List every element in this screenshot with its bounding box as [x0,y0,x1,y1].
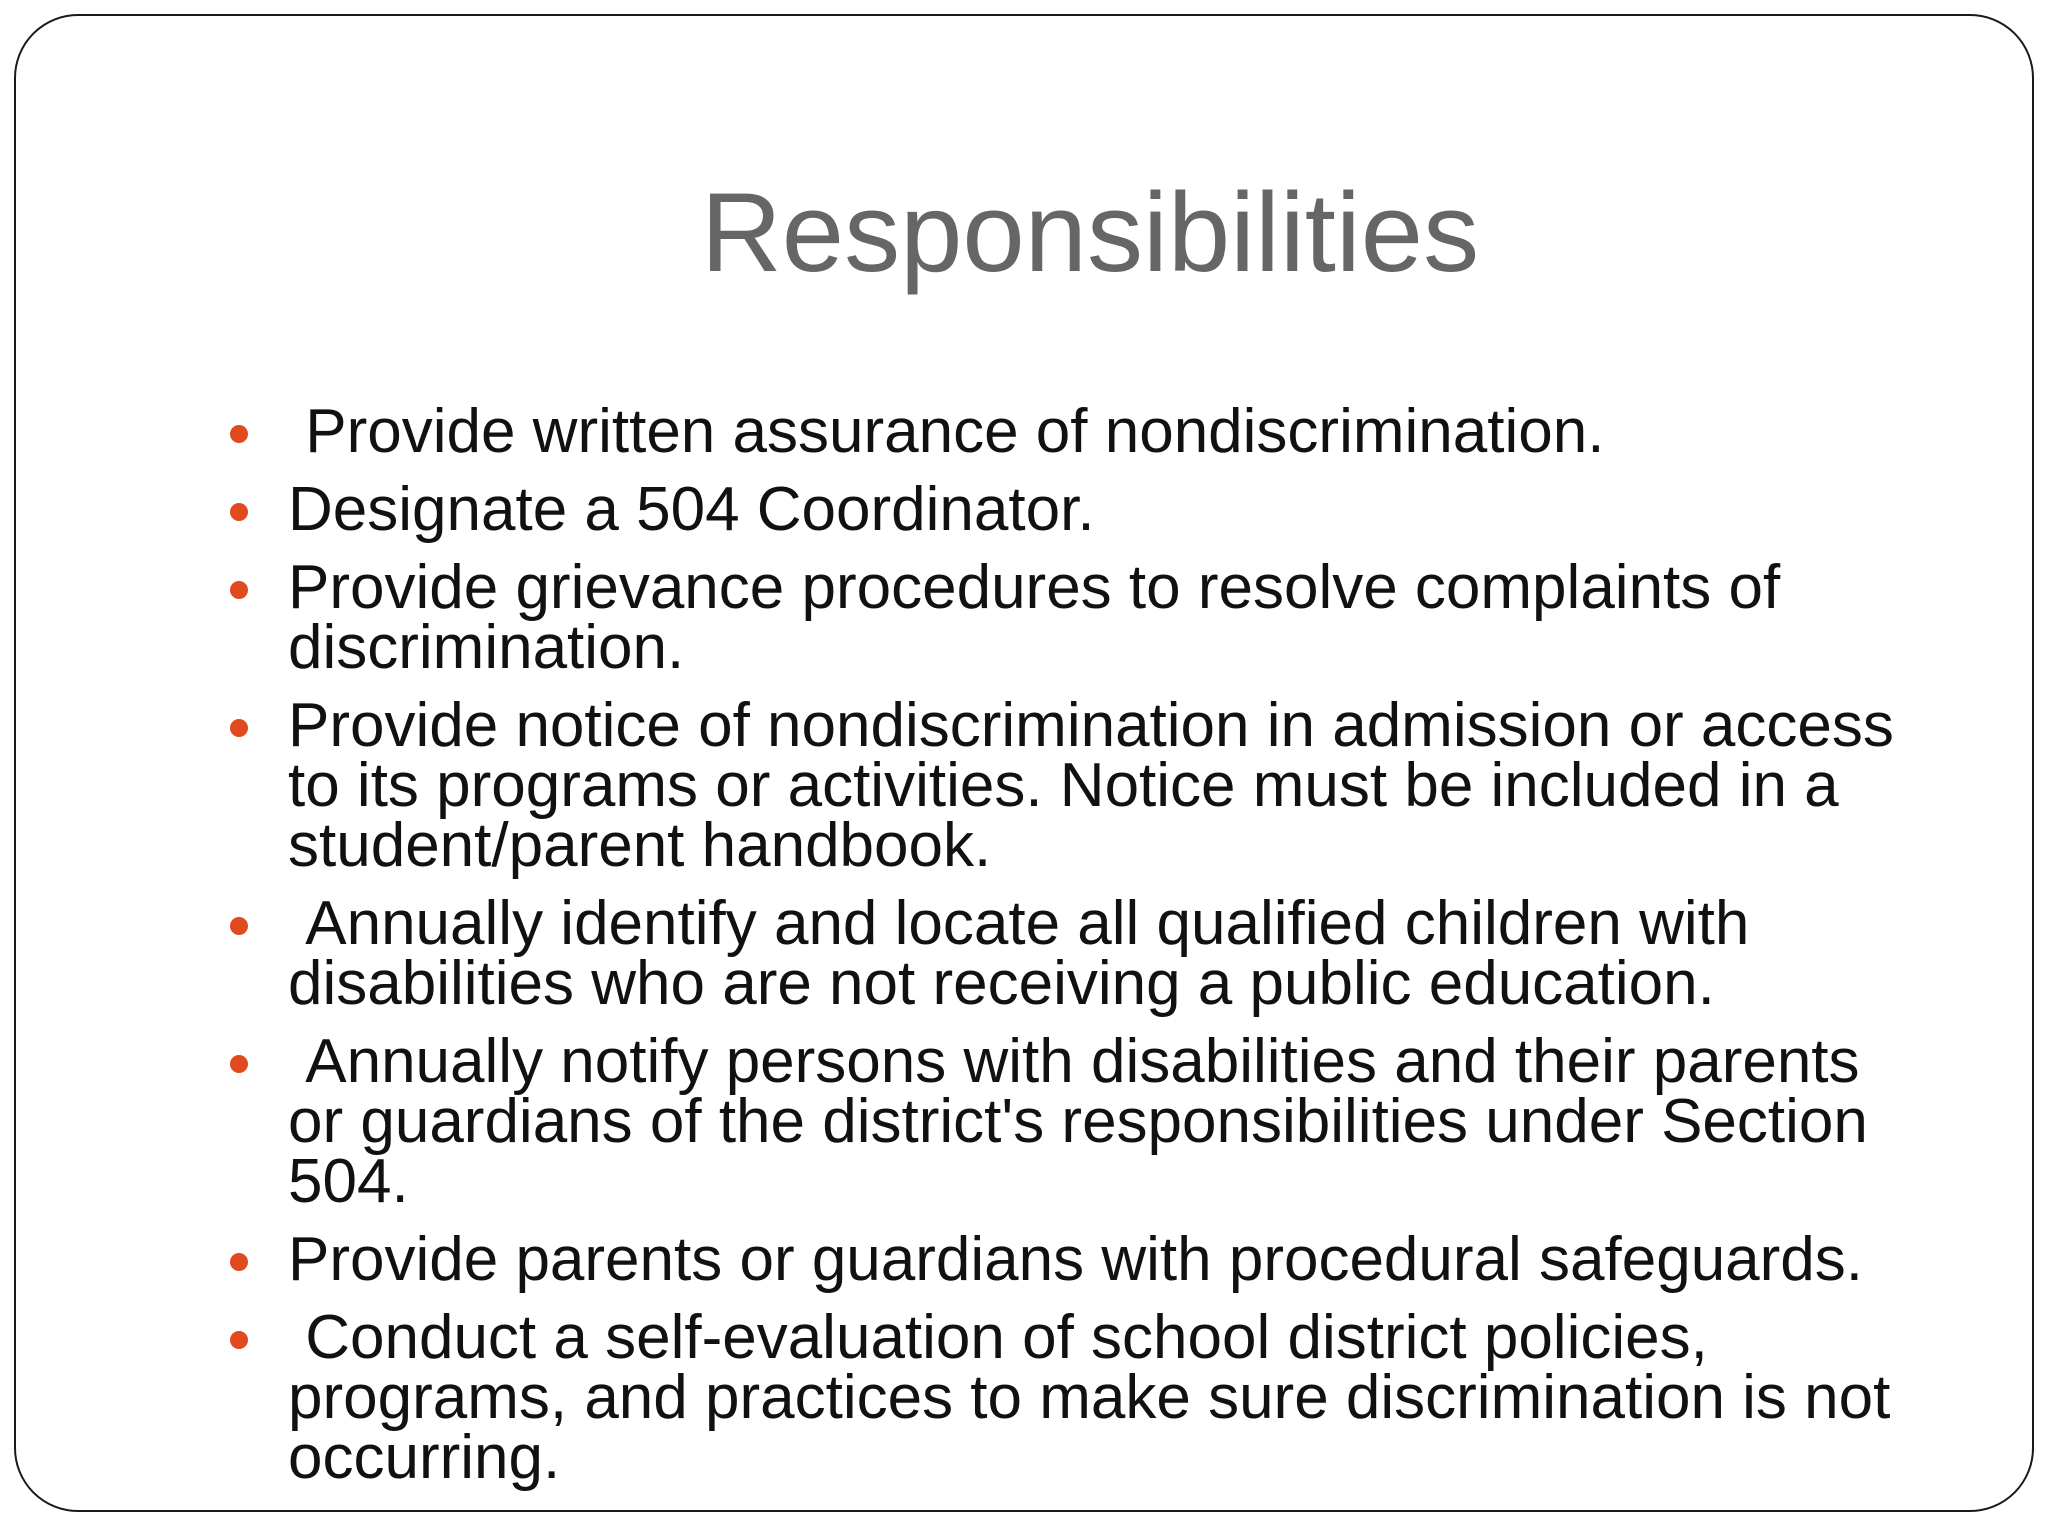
bullet-text: Provide grievance procedures to resolve complaints of discrimination. [288,553,1798,682]
bullet-dot-icon [230,1055,248,1073]
bullet-dot-icon [230,917,248,935]
bullet-dot-icon [230,425,248,443]
bullet-text: Provide notice of nondiscrimination in admission or access to its programs or activities. Notice must be included in a student/parent handbook. [288,691,1912,880]
bullet-list [226,397,1926,1506]
bullet-text: Provide parents or guardians with procedural safeguards. [288,1225,1864,1294]
bullet-item-notify-persons [226,1027,1926,1216]
bullet-dot-icon [230,719,248,737]
bullet-dot-icon [230,1331,248,1349]
bullet-item-grievance-procedures [226,553,1926,682]
bullet-item-designate-coordinator [226,475,1926,544]
bullet-text: Designate a 504 Coordinator. [288,475,1095,544]
bullet-item-written-assurance [226,397,1926,466]
bullet-item-notice-nondiscrimination [226,691,1926,880]
bullet-text: Conduct a self-evaluation of school district policies, programs, and practices to make sure discrimination is not occurring. [288,1303,1908,1492]
bullet-item-self-evaluation [226,1303,1926,1492]
bullet-dot-icon [230,1253,248,1271]
bullet-dot-icon [230,581,248,599]
bullet-dot-icon [230,503,248,521]
bullet-text: Annually notify persons with disabilities and their parents or guardians of the district's responsibilities under Section 504. [288,1027,1886,1216]
bullet-item-identify-locate [226,889,1926,1018]
bullet-text: Provide written assurance of nondiscrimination. [288,397,1605,466]
bullet-text: Annually identify and locate all qualified children with disabilities who are not receiving a public education. [288,889,1767,1018]
bullet-item-procedural-safeguards [226,1225,1926,1294]
slide-title: Responsibilities [700,170,1480,295]
